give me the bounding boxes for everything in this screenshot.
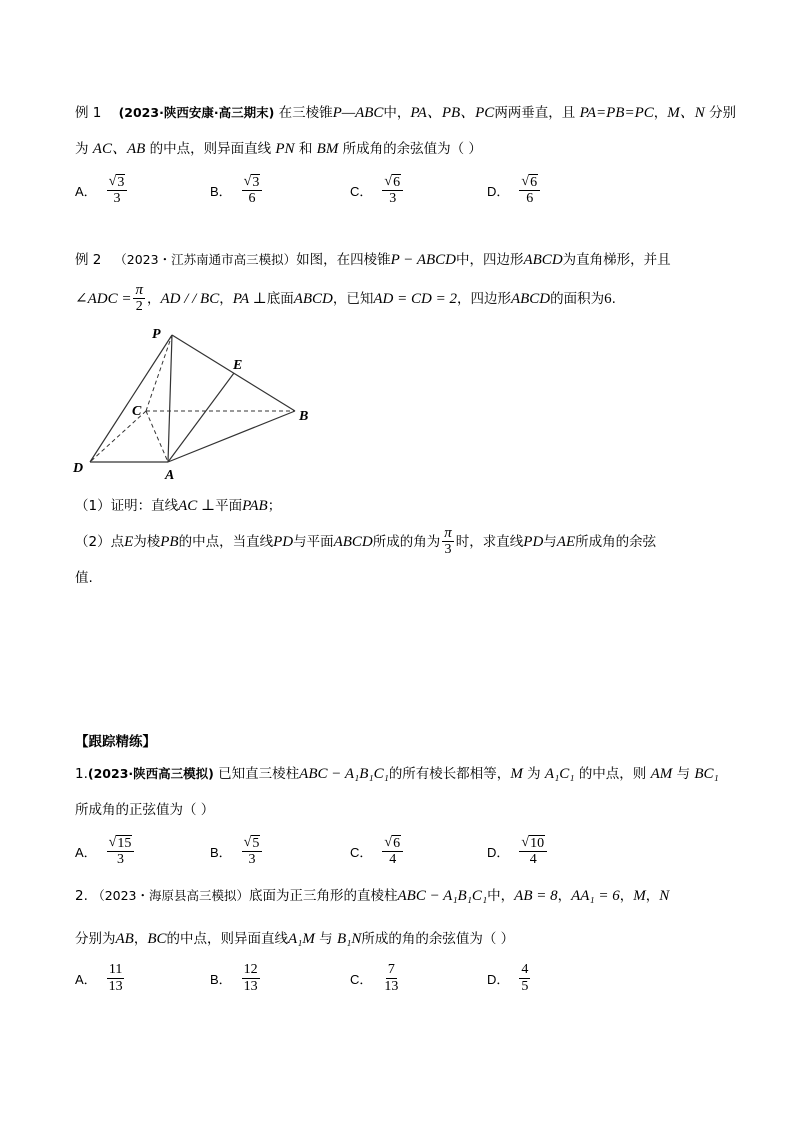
example2-question2-line2 — [75, 568, 93, 588]
option-letter: C． — [350, 184, 373, 199]
text: 与平面 — [293, 533, 334, 550]
numerator — [242, 835, 263, 852]
radicand: 3 — [117, 175, 125, 190]
text: 中， — [383, 105, 411, 121]
denominator: 6 — [526, 191, 534, 206]
sqrt — [109, 174, 126, 190]
option-fraction — [382, 835, 403, 868]
option-fraction — [107, 835, 135, 868]
numerator: 12 — [243, 962, 258, 977]
option-fraction — [107, 174, 128, 207]
math: ABC − A₁B₁C₁ — [299, 766, 389, 782]
text: 所成的角为 — [372, 533, 441, 550]
answer-option[interactable] — [210, 174, 264, 207]
answer-option[interactable] — [350, 174, 405, 207]
text: ，已知 — [332, 290, 374, 307]
radical-sign: √ — [384, 835, 393, 850]
math: BC — [147, 931, 167, 947]
math: PAB — [242, 498, 268, 514]
example1-line1 — [75, 103, 736, 123]
answer-option[interactable] — [350, 835, 405, 868]
radicand: 5 — [252, 836, 260, 851]
text: 为棱 — [133, 533, 161, 550]
angle-fraction — [133, 282, 145, 315]
practice-heading: 【跟踪精练】 — [75, 734, 156, 750]
math: M — [633, 888, 646, 904]
numerator — [382, 174, 403, 191]
text: 的所有棱长都相等， — [388, 766, 511, 782]
example1-line2 — [75, 139, 482, 159]
denominator: 2 — [135, 299, 143, 314]
radical-sign: √ — [108, 835, 117, 850]
text: （2）点 — [75, 533, 125, 550]
sqrt — [384, 835, 401, 851]
option-fraction — [519, 962, 530, 995]
option-fraction — [242, 174, 263, 207]
text: 的中点，则异面直线 — [149, 141, 272, 157]
answer-option[interactable] — [210, 962, 262, 995]
radicand: 6 — [393, 175, 401, 190]
text: ， — [133, 931, 148, 947]
denominator: 13 — [108, 979, 123, 994]
math: 6 — [604, 290, 612, 307]
text: 所成角的正弦值为（ ） — [75, 802, 215, 818]
math: AB = 8 — [514, 888, 558, 904]
option-letter: B． — [210, 845, 232, 860]
sqrt — [521, 835, 545, 851]
math: BM — [316, 141, 339, 157]
math: PD — [273, 533, 294, 550]
radical-sign: √ — [521, 174, 530, 189]
numerator — [242, 174, 263, 191]
denominator: 3 — [389, 191, 397, 206]
math: M、N — [667, 105, 705, 121]
text: 的中点，则 — [578, 766, 647, 782]
example2-label: 例 2 — [75, 252, 102, 268]
text: 平面 — [215, 498, 243, 514]
denominator: 13 — [384, 979, 399, 994]
label-E: E — [233, 358, 243, 373]
text: 两两垂直，且 — [494, 105, 576, 121]
sqrt — [109, 835, 133, 851]
denominator: 6 — [248, 191, 256, 206]
label-D: D — [73, 461, 84, 476]
math: A₁M — [288, 931, 315, 947]
sqrt — [521, 174, 538, 190]
math: B₁N — [336, 931, 362, 947]
math: A₁C₁ — [544, 766, 575, 782]
numerator: 4 — [521, 962, 529, 977]
text: ， — [146, 290, 161, 307]
answer-option[interactable] — [487, 174, 542, 207]
text: 的中点，则异面直线 — [166, 931, 288, 947]
text: 和 — [298, 141, 313, 157]
text: 所成角的余弦 — [575, 533, 657, 550]
radicand: 6 — [393, 836, 401, 851]
numerator — [382, 835, 403, 852]
edge-CP — [146, 335, 172, 411]
option-letter: C． — [350, 845, 373, 860]
label-A: A — [165, 468, 175, 483]
text: 分别为 — [75, 931, 116, 947]
math: BC₁ — [694, 766, 719, 782]
practice2-line2 — [75, 929, 514, 949]
radicand: 10 — [530, 836, 545, 851]
math: M — [510, 766, 523, 782]
denominator: 13 — [243, 979, 258, 994]
math: AC ⊥ — [178, 498, 216, 514]
edge-PA — [168, 335, 172, 462]
math: AD = CD = 2 — [373, 290, 457, 307]
label-P: P — [152, 327, 161, 342]
text: 的中点，当直线 — [178, 533, 274, 550]
math: AC、AB — [92, 141, 146, 157]
text: 为直角梯形，并且 — [562, 252, 671, 268]
math: PD — [523, 533, 544, 550]
text: 值. — [75, 570, 93, 586]
radical-sign: √ — [384, 174, 393, 189]
option-letter: D． — [487, 184, 510, 199]
option-letter: A． — [75, 184, 97, 199]
text: 所成角的余弦值为（ ） — [342, 141, 482, 157]
math: ABC − A₁B₁C₁ — [397, 888, 488, 904]
math: ABCD — [333, 533, 373, 550]
text: 已知直三棱柱 — [218, 766, 300, 782]
answer-option[interactable] — [487, 835, 549, 868]
label-B: B — [299, 409, 309, 424]
text: ， — [645, 888, 660, 904]
option-fraction — [519, 174, 540, 207]
text: 与 — [319, 931, 333, 947]
math: PA=PB=PC — [579, 105, 654, 121]
denominator: 3 — [248, 852, 256, 867]
math: AD / / BC — [160, 290, 220, 307]
math: AM — [650, 766, 673, 782]
radical-sign: √ — [243, 835, 252, 850]
math: ABCD — [510, 290, 551, 307]
math: AA₁ = 6 — [571, 888, 620, 904]
radicand: 15 — [117, 836, 132, 851]
math: ∠ADC = — [75, 290, 132, 307]
text: 与 — [676, 766, 691, 782]
math: ABCD — [293, 290, 333, 307]
practice2-line1 — [75, 886, 669, 906]
text: 在三棱锥 — [278, 105, 333, 121]
numerator — [519, 174, 540, 191]
text: 底面 — [266, 290, 294, 307]
radical-sign: √ — [108, 174, 117, 189]
math: AB — [115, 931, 134, 947]
edge-CA — [146, 411, 168, 462]
radicand: 6 — [530, 175, 538, 190]
math: E — [124, 533, 134, 550]
example1-label: 例 1 — [75, 105, 102, 121]
numerator — [519, 835, 547, 852]
option-fraction — [107, 962, 125, 995]
math: P − ABCD — [390, 252, 456, 268]
example2-line1 — [75, 250, 671, 270]
text: 的面积为 — [550, 290, 605, 307]
denominator: 4 — [529, 852, 537, 867]
denominator: 3 — [113, 191, 121, 206]
math: AE — [556, 533, 576, 550]
example1-source: (2023·陕西安康·高三期末) — [118, 105, 275, 120]
math: PA ⊥ — [232, 290, 267, 307]
problem-number: 1. — [75, 766, 88, 782]
text: 与 — [543, 533, 557, 550]
sqrt — [244, 835, 261, 851]
radical-sign: √ — [243, 174, 252, 189]
text: ， — [219, 290, 233, 307]
numerator: π — [135, 282, 143, 298]
option-letter: B． — [210, 184, 232, 199]
text: 底面为正三角形的直棱柱 — [249, 888, 398, 904]
example2-source: （2023・江苏南通市高三模拟） — [114, 252, 297, 267]
pyramid-figure — [70, 322, 330, 484]
example2-question1 — [75, 496, 281, 516]
option-fraction — [519, 835, 547, 868]
text: 分别 — [709, 105, 737, 121]
practice1-line1 — [75, 764, 719, 784]
edge-PD — [90, 335, 172, 462]
math: PB — [160, 533, 179, 550]
denominator: 3 — [444, 542, 452, 557]
problem-source: （2023・海原县高三模拟） — [92, 888, 249, 903]
text: 为 — [527, 766, 541, 782]
answer-option[interactable] — [487, 962, 532, 995]
text: 中，四边形 — [455, 252, 524, 268]
denominator: 5 — [521, 979, 529, 994]
option-fraction — [382, 962, 400, 995]
text: （1）证明：直线 — [75, 498, 179, 514]
text: 为 — [75, 141, 89, 157]
math: ABCD — [523, 252, 563, 268]
option-letter: B． — [210, 972, 232, 987]
text: 时，求直线 — [455, 533, 524, 550]
numerator: 11 — [108, 962, 123, 977]
answer-option[interactable] — [210, 835, 264, 868]
text: 所成的角的余弦值为（ ） — [361, 931, 515, 947]
option-letter: D． — [487, 972, 510, 987]
option-letter: D． — [487, 845, 510, 860]
text: ； — [267, 498, 282, 514]
denominator: 4 — [389, 852, 397, 867]
text: 如图，在四棱锥 — [296, 252, 391, 268]
text: ，四边形 — [456, 290, 511, 307]
option-fraction — [242, 962, 260, 995]
text: . — [611, 290, 616, 307]
radicand: 3 — [252, 175, 260, 190]
option-letter: A． — [75, 972, 97, 987]
text: ， — [557, 888, 572, 904]
option-letter: C． — [350, 972, 373, 987]
sqrt — [244, 174, 261, 190]
text: ， — [653, 105, 668, 121]
numerator: 7 — [387, 962, 395, 977]
option-letter: A． — [75, 845, 97, 860]
math: PN — [275, 141, 295, 157]
math: N — [659, 888, 670, 904]
radical-sign: √ — [521, 835, 530, 850]
numerator — [107, 174, 128, 191]
sqrt — [384, 174, 401, 190]
text: ， — [619, 888, 634, 904]
problem-number: 2. — [75, 888, 88, 904]
numerator: π — [444, 525, 452, 541]
example2-line2 — [75, 282, 616, 315]
answer-option[interactable] — [75, 174, 129, 207]
answer-option[interactable] — [75, 835, 136, 868]
denominator: 3 — [117, 852, 125, 867]
angle-fraction — [442, 525, 454, 558]
numerator — [107, 835, 135, 852]
math: P—ABC — [332, 105, 384, 121]
answer-option[interactable] — [75, 962, 127, 995]
math: PA、PB、PC — [410, 105, 495, 121]
option-fraction — [382, 174, 403, 207]
text: 中， — [487, 888, 515, 904]
practice1-line2 — [75, 800, 214, 820]
label-C: C — [132, 404, 142, 419]
option-fraction — [242, 835, 263, 868]
example2-question2 — [75, 525, 656, 558]
answer-option[interactable] — [350, 962, 402, 995]
problem-source: (2023·陕西高三模拟) — [87, 766, 214, 781]
